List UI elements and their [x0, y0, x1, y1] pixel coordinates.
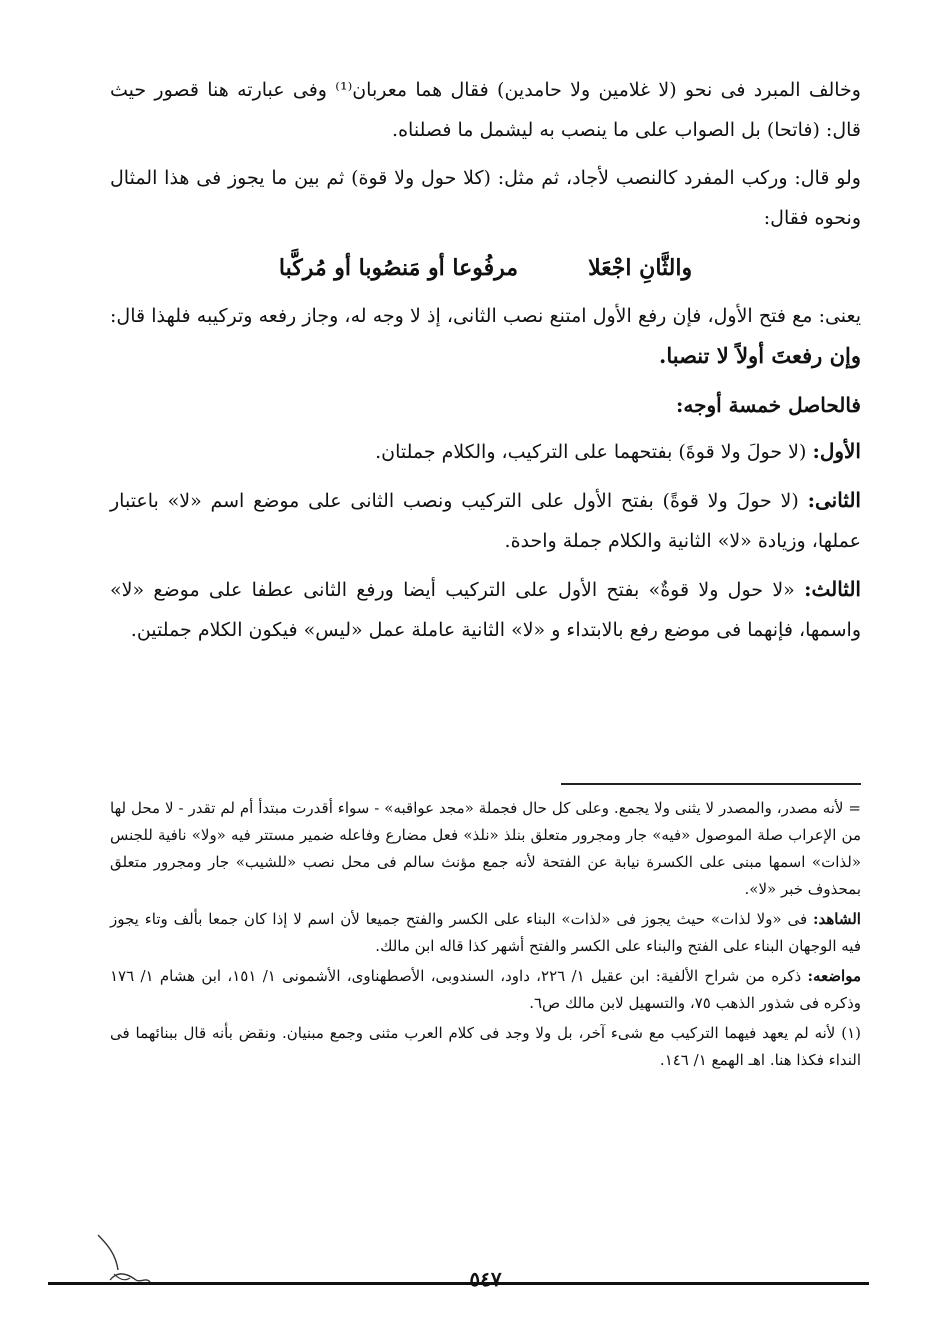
case-third-text: «لا حول ولا قوةٌ» بفتح الأول على التركيب أيضا ورفع الثانى عطفا على موضع «لا» واسمها، فإنهما فى موضع رفع بالابتداء و «لا» الثانية عاملة عمل «ليس» فيكون الكلام جملتين. — [110, 579, 861, 641]
case-third — [110, 569, 861, 650]
case-third-label: الثالث: — [804, 577, 861, 601]
paragraph-mubarrad: وخالف المبرد فى نحو (لا غلامين ولا حامدين) فقال هما معربان⁽¹⁾ وفى عبارته هنا قصور حيث قال: (فاتحا) بل الصواب على ما ينصب به ليشمل ما فصلناه. — [110, 79, 861, 141]
footnote-separator — [561, 783, 861, 785]
verse-hemistich-right: والثَّانِ اجْعَلا — [588, 255, 693, 281]
footnote-evidence-label: الشاهد: — [812, 910, 861, 928]
footnote-evidence — [110, 906, 861, 960]
footnotes — [110, 795, 861, 1077]
page-body — [110, 70, 861, 1344]
page-number: ٥٤٧ — [469, 1267, 502, 1291]
footnote-1 — [110, 1020, 861, 1074]
footnote-continuation: = لأنه مصدر، والمصدر لا يثنى ولا يجمع. وعلى كل حال فجملة «مجد عواقبه» - سواء أقدرت مبتدأ أم لم تقدر - لا محل لها من الإعراب صلة الموصول «فيه» جار ومجرور متعلق بنلذ «نلذ» فعل مضارع وفاعله ضمير مستتر فيه «ولا» نافية للجنس «لذات» اسمها مبنى على الكسرة نيابة عن الفتحة لأنه جمع مؤنث سالم فى محل نصب «للشيب» جار ومجرور متعلق بمحذوف خبر «لا». — [110, 799, 861, 898]
footnote-evidence-text: فى «ولا لذات» حيث يجوز فى «لذات» البناء على الكسر والفتح جميعا لأن اسم لا إذا كان جمعا بألف وتاء يجوز فيه الوجهان البناء على الفتح والبناء على الكسر والفتح أشهر كذا قاله ابن مالك. — [110, 910, 861, 955]
verse-line — [110, 246, 861, 290]
paragraph-explanation — [110, 296, 861, 377]
case-second — [110, 480, 861, 561]
case-first-label: الأول: — [812, 439, 861, 463]
explanation-text: يعنى: مع فتح الأول، فإن رفع الأول امتنع نصب الثانى، إذ لا وجه له، وجاز رفعه وتركيبه فلهذا قال: — [110, 305, 861, 327]
explanation-quote: وإن رفعتَ أولاً لا تنصبا. — [659, 343, 861, 368]
case-first — [110, 431, 861, 472]
case-second-label: الثانى: — [807, 488, 861, 512]
case-second-text: (لا حولَ ولا قوةً) بفتح الأول على التركيب ونصب الثانى على موضع اسم «لا» باعتبار عملها، وزيادة «لا» الثانية والكلام جملة واحدة. — [110, 490, 861, 552]
footnote-sources-label: مواضعه: — [807, 967, 861, 985]
summary-heading: فالحاصل خمسة أوجه: — [676, 393, 861, 417]
footnote-1-text: لأنه لم يعهد فيهما التركيب مع شىء آخر، بل ولا وجد فى كلام العرب مثنى وجمع مبنيان. ونقض بأنه قال ببنائهما فى النداء فكذا هنا. اهـ الهمع ١/ ١٤٦. — [110, 1024, 861, 1069]
footnote-sources-text: ذكره من شراح الألفية: ابن عقيل ١/ ٢٢٦، داود، السندوبى، الأصطهناوى، الأشمونى ١/ ١٥١، ابن هشام ١/ ١٧٦ وذكره فى شذور الذهب ٧٥، والتسهيل لابن مالك ص٦. — [110, 967, 861, 1012]
footnote-sources — [110, 963, 861, 1017]
case-first-text: (لا حولَ ولا قوةَ) بفتحهما على التركيب، والكلام جملتان. — [375, 441, 807, 463]
verse-hemistich-left: مرفُوعا أو مَنصُوبا أو مُركَّبا — [278, 255, 519, 281]
paragraph-law-qala: ولو قال: وركب المفرد كالنصب لأجاد، ثم مثل: (كلا حول ولا قوة) ثم بين ما يجوز فى هذا المثال ونحوه فقال: — [110, 167, 861, 229]
bottom-rule — [48, 1282, 869, 1285]
footnote-1-marker: (١) — [841, 1024, 861, 1042]
